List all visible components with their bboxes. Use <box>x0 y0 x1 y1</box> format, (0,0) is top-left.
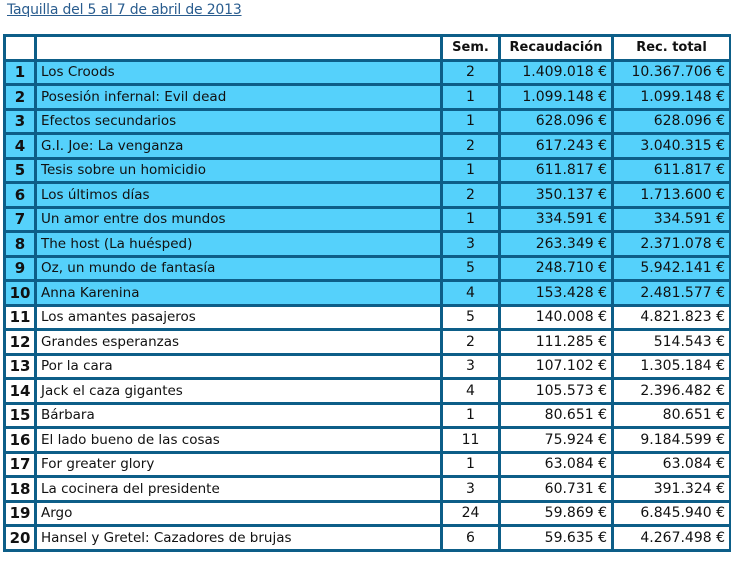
total-gross-cell: 514.543 € <box>614 331 729 353</box>
table-row <box>6 233 729 255</box>
weeks-cell: 24 <box>443 503 498 525</box>
weeks-cell: 3 <box>443 478 498 500</box>
table-row <box>6 135 729 157</box>
table-row <box>6 503 729 525</box>
table-row <box>6 86 729 108</box>
gross-cell: 63.084 € <box>501 454 611 476</box>
total-gross-cell: 2.396.482 € <box>614 380 729 402</box>
rank-cell: 7 <box>6 209 34 231</box>
weeks-cell: 1 <box>443 86 498 108</box>
table-row <box>6 62 729 84</box>
table-row <box>6 478 729 500</box>
rank-cell: 17 <box>6 454 34 476</box>
weeks-cell: 1 <box>443 160 498 182</box>
rank-cell: 9 <box>6 258 34 280</box>
weeks-cell: 2 <box>443 331 498 353</box>
weeks-cell: 6 <box>443 527 498 549</box>
table-row <box>6 160 729 182</box>
gross-cell: 617.243 € <box>501 135 611 157</box>
film-title-cell: Anna Karenina <box>37 282 440 304</box>
total-gross-cell: 1.713.600 € <box>614 184 729 206</box>
gross-cell: 111.285 € <box>501 331 611 353</box>
film-title-cell: For greater glory <box>37 454 440 476</box>
gross-cell: 611.817 € <box>501 160 611 182</box>
film-title-cell: Jack el caza gigantes <box>37 380 440 402</box>
table-row <box>6 282 729 304</box>
rank-cell: 1 <box>6 62 34 84</box>
gross-cell: 60.731 € <box>501 478 611 500</box>
rank-cell: 19 <box>6 503 34 525</box>
rank-cell: 14 <box>6 380 34 402</box>
weeks-cell: 1 <box>443 209 498 231</box>
gross-cell: 80.651 € <box>501 405 611 427</box>
gross-cell: 350.137 € <box>501 184 611 206</box>
table-row <box>6 380 729 402</box>
film-title-cell: Los Croods <box>37 62 440 84</box>
rank-cell: 5 <box>6 160 34 182</box>
film-title-cell: Efectos secundarios <box>37 111 440 133</box>
rank-cell: 4 <box>6 135 34 157</box>
gross-cell: 59.635 € <box>501 527 611 549</box>
table-row <box>6 184 729 206</box>
rank-cell: 3 <box>6 111 34 133</box>
rank-cell: 20 <box>6 527 34 549</box>
film-title-cell: Un amor entre dos mundos <box>37 209 440 231</box>
film-title-cell: Bárbara <box>37 405 440 427</box>
total-gross-cell: 4.267.498 € <box>614 527 729 549</box>
film-title-cell: El lado bueno de las cosas <box>37 429 440 451</box>
total-gross-cell: 334.591 € <box>614 209 729 231</box>
total-gross-cell: 10.367.706 € <box>614 62 729 84</box>
table-row <box>6 454 729 476</box>
header-total-gross: Rec. total <box>614 37 729 59</box>
total-gross-cell: 2.481.577 € <box>614 282 729 304</box>
film-title-cell: Hansel y Gretel: Cazadores de brujas <box>37 527 440 549</box>
weeks-cell: 1 <box>443 405 498 427</box>
table-header-row <box>6 37 729 59</box>
table-row <box>6 258 729 280</box>
total-gross-cell: 628.096 € <box>614 111 729 133</box>
film-title-cell: Los amantes pasajeros <box>37 307 440 329</box>
total-gross-cell: 63.084 € <box>614 454 729 476</box>
gross-cell: 334.591 € <box>501 209 611 231</box>
total-gross-cell: 9.184.599 € <box>614 429 729 451</box>
rank-cell: 15 <box>6 405 34 427</box>
weeks-cell: 1 <box>443 111 498 133</box>
header-weeks: Sem. <box>443 37 498 59</box>
box-office-table <box>3 34 731 552</box>
rank-cell: 13 <box>6 356 34 378</box>
film-title-cell: Tesis sobre un homicidio <box>37 160 440 182</box>
weeks-cell: 4 <box>443 282 498 304</box>
gross-cell: 107.102 € <box>501 356 611 378</box>
header-position <box>6 37 34 59</box>
gross-cell: 105.573 € <box>501 380 611 402</box>
rank-cell: 12 <box>6 331 34 353</box>
film-title-cell: Los últimos días <box>37 184 440 206</box>
gross-cell: 1.409.018 € <box>501 62 611 84</box>
total-gross-cell: 611.817 € <box>614 160 729 182</box>
table-row <box>6 331 729 353</box>
weeks-cell: 1 <box>443 454 498 476</box>
total-gross-cell: 391.324 € <box>614 478 729 500</box>
rank-cell: 6 <box>6 184 34 206</box>
gross-cell: 1.099.148 € <box>501 86 611 108</box>
weeks-cell: 3 <box>443 356 498 378</box>
rank-cell: 10 <box>6 282 34 304</box>
weeks-cell: 11 <box>443 429 498 451</box>
gross-cell: 75.924 € <box>501 429 611 451</box>
table-row <box>6 307 729 329</box>
table-row <box>6 111 729 133</box>
gross-cell: 153.428 € <box>501 282 611 304</box>
film-title-cell: Grandes esperanzas <box>37 331 440 353</box>
table-row <box>6 429 729 451</box>
table-row <box>6 405 729 427</box>
gross-cell: 248.710 € <box>501 258 611 280</box>
rank-cell: 18 <box>6 478 34 500</box>
weeks-cell: 2 <box>443 184 498 206</box>
total-gross-cell: 5.942.141 € <box>614 258 729 280</box>
total-gross-cell: 1.099.148 € <box>614 86 729 108</box>
film-title-cell: G.I. Joe: La venganza <box>37 135 440 157</box>
page-title[interactable]: Taquilla del 5 al 7 de abril de 2013 <box>7 2 242 18</box>
gross-cell: 628.096 € <box>501 111 611 133</box>
total-gross-cell: 1.305.184 € <box>614 356 729 378</box>
table-row <box>6 356 729 378</box>
film-title-cell: Por la cara <box>37 356 440 378</box>
table-row <box>6 527 729 549</box>
film-title-cell: The host (La huésped) <box>37 233 440 255</box>
rank-cell: 8 <box>6 233 34 255</box>
gross-cell: 140.008 € <box>501 307 611 329</box>
film-title-cell: Argo <box>37 503 440 525</box>
total-gross-cell: 6.845.940 € <box>614 503 729 525</box>
total-gross-cell: 80.651 € <box>614 405 729 427</box>
rank-cell: 11 <box>6 307 34 329</box>
header-film <box>37 37 440 59</box>
table-row <box>6 209 729 231</box>
film-title-cell: Oz, un mundo de fantasía <box>37 258 440 280</box>
weeks-cell: 3 <box>443 233 498 255</box>
weeks-cell: 4 <box>443 380 498 402</box>
total-gross-cell: 2.371.078 € <box>614 233 729 255</box>
total-gross-cell: 4.821.823 € <box>614 307 729 329</box>
weeks-cell: 2 <box>443 135 498 157</box>
film-title-cell: La cocinera del presidente <box>37 478 440 500</box>
weeks-cell: 2 <box>443 62 498 84</box>
rank-cell: 16 <box>6 429 34 451</box>
table-body <box>6 62 729 549</box>
weeks-cell: 5 <box>443 258 498 280</box>
rank-cell: 2 <box>6 86 34 108</box>
gross-cell: 263.349 € <box>501 233 611 255</box>
weeks-cell: 5 <box>443 307 498 329</box>
header-gross: Recaudación <box>501 37 611 59</box>
film-title-cell: Posesión infernal: Evil dead <box>37 86 440 108</box>
total-gross-cell: 3.040.315 € <box>614 135 729 157</box>
gross-cell: 59.869 € <box>501 503 611 525</box>
